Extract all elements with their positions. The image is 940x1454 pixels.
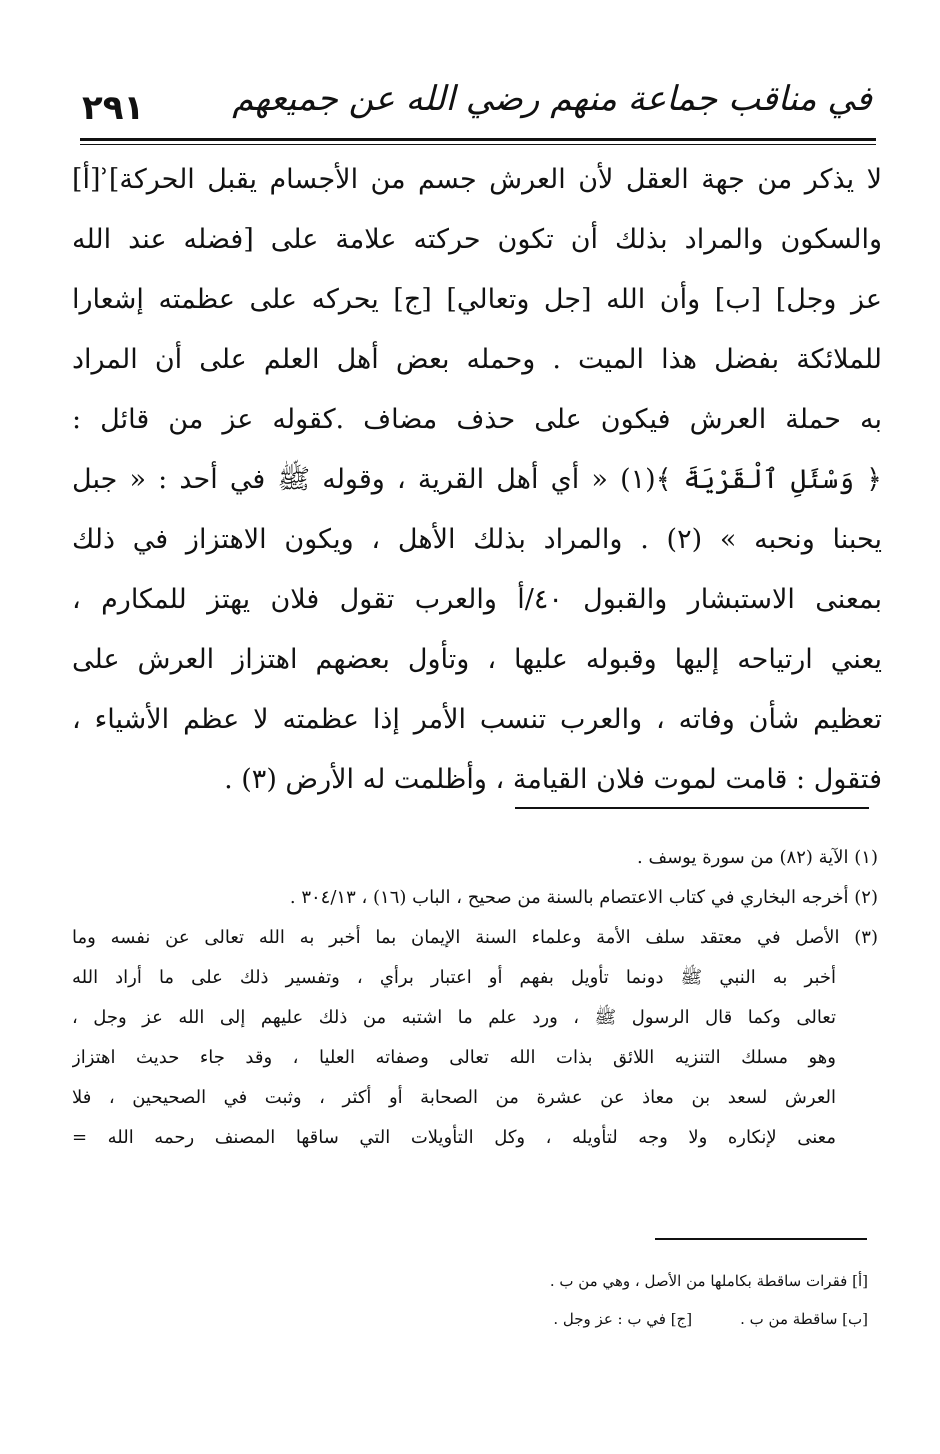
footnote-3-continuation: وهو مسلك التنزيه اللائق بذات الله تعالى وصفاته العليا ، وقد جاء حديث اهتزاز	[72, 1047, 836, 1068]
footnote-1: (١) الآية (٨٢) من سورة يوسف .	[637, 847, 878, 868]
main-text-line: بمعنى الاستبشار والقبول ٤٠/أ والعرب تقول فلان يهتز للمكارم ،	[72, 584, 882, 615]
manuscript-variants	[72, 1262, 868, 1338]
variant-note: [ب] ساقطة من ب .	[740, 1310, 868, 1328]
main-text-line: فتقول : قامت لموت فلان القيامة ، وأظلمت له الأرض (٣) .	[224, 764, 882, 795]
footnotes	[72, 838, 878, 1158]
main-text-line: عز وجل] [ب] وأن الله [جل وتعالي] [ج] يحركه على عظمته إشعارا	[72, 284, 882, 315]
main-text-line: به حملة العرش فيكون على حذف مضاف .كقوله عز من قائل :	[72, 404, 882, 435]
footnote-separator	[515, 807, 869, 809]
footnote-3-continuation: العرش لسعد بن معاذ عن عشرة من الصحابة أو أكثر ، وثبت في الصحيحين ، فلا	[72, 1087, 836, 1108]
footnote-3: (٣) الأصل في معتقد سلف الأمة وعلماء السنة الإيمان بما أخبر به الله تعالى عن نفسه وما	[72, 927, 878, 948]
variants-separator	[655, 1238, 867, 1240]
footnote-3-continuation: تعالى وكما قال الرسول ﷺ ، ورد علم ما اشتبه من ذلك عليهم إلى الله عز وجل ،	[72, 1007, 836, 1028]
variant-note-row	[72, 1300, 868, 1338]
main-text-line: للملائكة بفضل هذا الميت . وحمله بعض أهل العلم على أن المراد	[72, 344, 882, 375]
page-header	[72, 60, 882, 150]
main-text-line: ﴿ وَسْئَلِ ٱلْقَرْيَةَ ﴾(١) « أي أهل القرية ، وقوله ﷺ في أحد : « جبل	[72, 464, 882, 495]
main-text-line: تعظيم شأن وفاته ، والعرب تنسب الأمر إذا عظمته لا عظم الأشياء ،	[72, 704, 882, 735]
variant-note: [أ] فقرات ساقطة بكاملها من الأصل ، وهي من ب .	[549, 1272, 868, 1290]
footnote-3-continuation: معنى لإنكاره ولا وجه لتأويله ، وكل التأويلات التي ساقها المصنف رحمه الله =	[72, 1127, 836, 1148]
main-text	[72, 150, 882, 810]
header-rule-thin	[80, 144, 876, 145]
running-title: في مناقب جماعة منهم رضي الله عن جميعهم	[232, 79, 872, 119]
main-text-line: يعني ارتياحه إليها وقبوله عليها ، وتأول بعضهم اهتزاز العرش على	[72, 644, 882, 675]
header-rule	[80, 138, 876, 141]
main-text-line: والسكون والمراد بذلك أن تكون حركته علامة على [فضله عند الله	[72, 224, 882, 255]
footnote-3-continuation: أخبر به النبي ﷺ دونما تأويل بفهم أو اعتبار برأي ، وتفسير ذلك على ما أراد الله	[72, 967, 836, 988]
main-text-line: يحبنا ونحبه » (٢) . والمراد بذلك الأهل ، ويكون الاهتزاز في ذلك	[72, 524, 882, 555]
page-number: ٢٩١	[82, 88, 145, 128]
main-text-line: لا يذكر من جهة العقل لأن العرش جسم من الأجسام يقبل الحركة]ʾ[أ]	[72, 164, 882, 195]
footnote-2: (٢) أخرجه البخاري في كتاب الاعتصام بالسنة من صحيح ، الباب (١٦) ، ٣٠٤/١٣ .	[289, 887, 878, 908]
variant-note: [ج] في ب : عز وجل .	[553, 1310, 693, 1328]
